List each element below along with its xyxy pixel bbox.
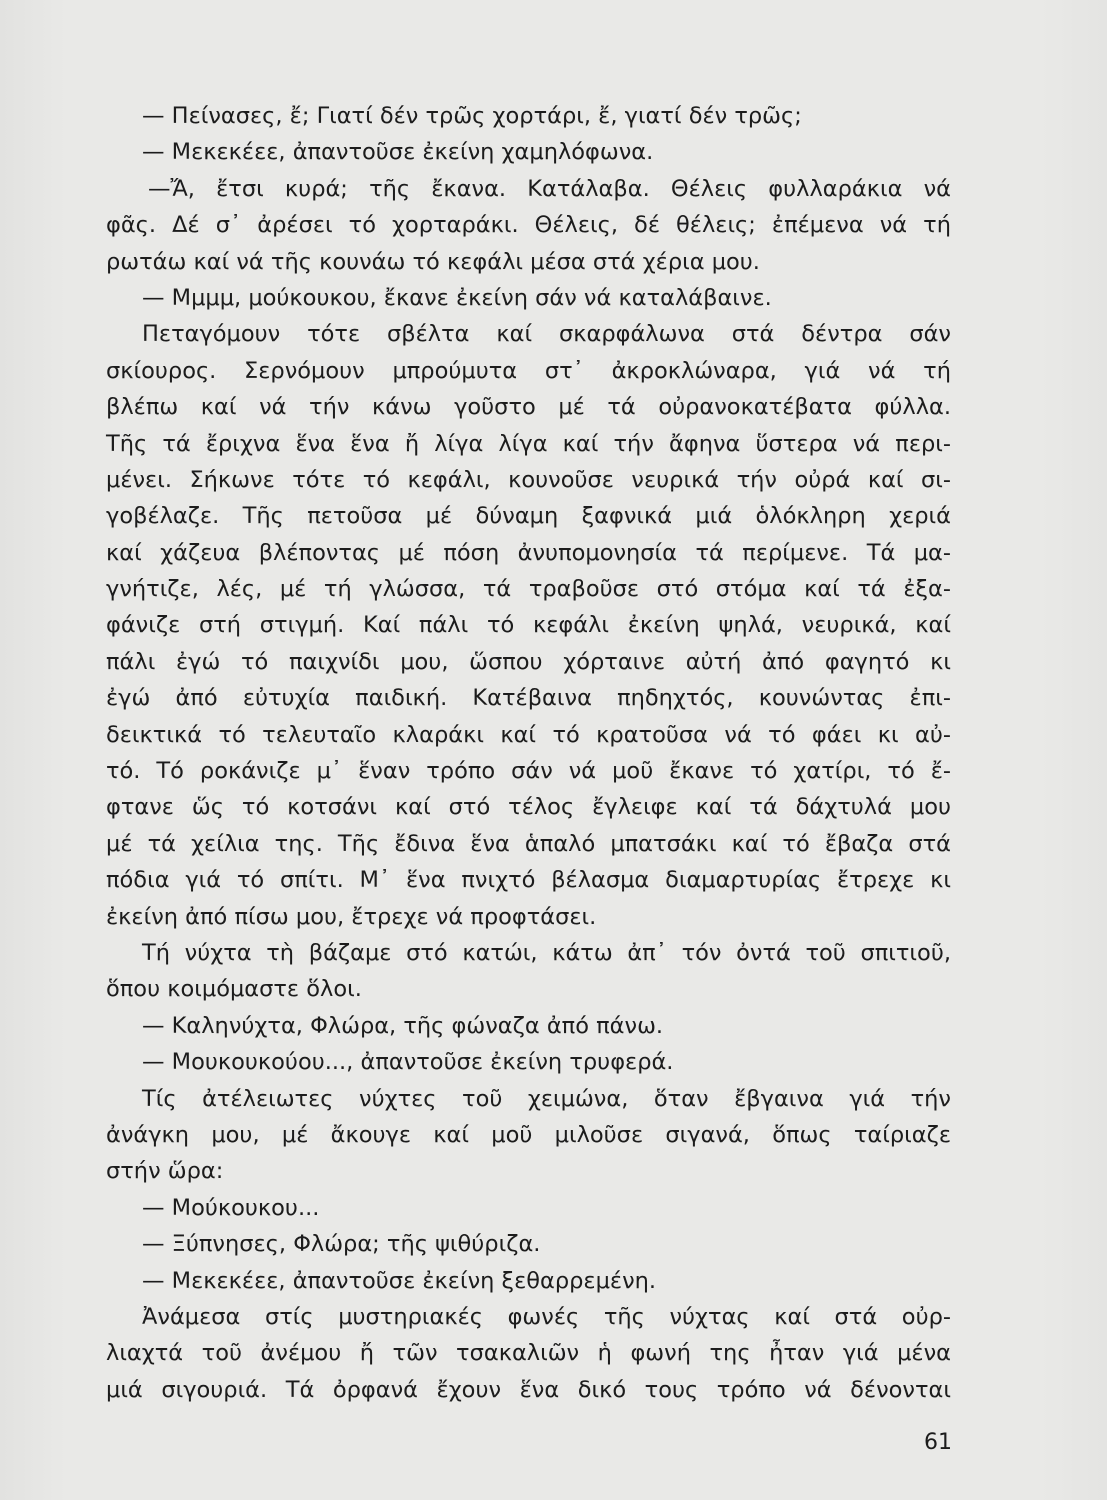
text-line: πάλι ἐγώ τό παιχνίδι μου, ὥσπου χόρταινε αὐτή ἀπό φαγητό κι <box>106 648 951 675</box>
text-line: φτανε ὥς τό κοτσάνι καί στό τέλος ἔγλειφε καί τά δάχτυλά μου <box>106 794 951 821</box>
text-line-dialogue: — Μουκουκούου..., ἀπαντοῦσε ἐκείνη τρυφερά. <box>142 1049 674 1076</box>
text-line-dialogue: — Καληνύχτα, Φλώρα, τῆς φώναζα ἀπό πάνω. <box>142 1012 664 1039</box>
text-line: βλέπω καί νά τήν κάνω γοῦστο μέ τά οὐρανοκατέβατα φύλλα. <box>106 394 951 421</box>
text-line-dialogue: — Πείνασες, ἔ; Γιατί δέν τρῶς χορτάρι, ἔ, γιατί δέν τρῶς; <box>142 103 802 129</box>
text-line-dialogue: — Μεκεκέεε, ἀπαντοῦσε ἐκείνη ξεθαρρεμένη. <box>142 1267 657 1294</box>
text-line: τό. Τό ροκάνιζε μ᾽ ἕναν τρόπο σάν νά μοῦ ἔκανε τό χατίρι, τό ἔ- <box>106 758 951 785</box>
body-text <box>106 98 951 1408</box>
text-line: φάνιζε στή στιγμή. Καί πάλι τό κεφάλι ἐκείνη ψηλά, νευρικά, καί <box>106 612 951 639</box>
text-line-paragraph-start: Πεταγόμουν τότε σβέλτα καί σκαρφάλωνα στά δέντρα σάν <box>142 321 951 348</box>
text-line-dialogue: — Ξύπνησες, Φλώρα; τῆς ψιθύριζα. <box>142 1231 541 1258</box>
text-line: ἐγώ ἀπό εὐτυχία παιδική. Κατέβαινα πηδηχτός, κουνώντας ἐπι- <box>106 685 951 712</box>
text-line: καί χάζευα βλέποντας μέ πόση ἀνυπομονησία τά περίμενε. Τά μα- <box>106 539 951 566</box>
text-line: λιαχτά τοῦ ἀνέμου ἤ τῶν τσακαλιῶν ἡ φωνή της ἦταν γιά μένα <box>106 1340 951 1367</box>
text-line-dialogue: —Ἄ, ἔτσι κυρά; τῆς ἔκανα. Κατάλαβα. Θέλεις φυλλαράκια νά <box>148 175 951 202</box>
text-line: φᾶς. Δέ σ᾽ ἀρέσει τό χορταράκι. Θέλεις, δέ θέλεις; ἐπέμενα νά τή <box>106 212 951 239</box>
text-line: γοβέλαζε. Τῆς πετοῦσα μέ δύναμη ξαφνικά μιά ὁλόκληρη χεριά <box>106 503 951 530</box>
text-line: μένει. Σήκωνε τότε τό κεφάλι, κουνοῦσε νευρικά τήν οὐρά καί σι- <box>106 466 951 493</box>
text-line: γνήτιζε, λές, μέ τή γλώσσα, τά τραβοῦσε στό στόμα καί τά ἐξα- <box>106 576 951 603</box>
text-line-paragraph-start: Τή νύχτα τὴ βάζαμε στό κατώι, κάτω ἀπ᾽ τόν ὀντά τοῦ σπιτιοῦ, <box>142 939 951 966</box>
text-line: ρωτάω καί νά τῆς κουνάω τό κεφάλι μέσα στά χέρια μου. <box>106 248 760 275</box>
text-line: μέ τά χείλια της. Τῆς ἔδινα ἕνα ἁπαλό μπατσάκι καί τό ἔβαζα στά <box>106 830 951 857</box>
text-line: στήν ὥρα: <box>106 1158 224 1185</box>
text-line: σκίουρος. Σερνόμουν μπρούμυτα στ᾽ ἀκροκλώναρα, γιά νά τή <box>106 357 951 384</box>
text-line: πόδια γιά τό σπίτι. Μ᾽ ἕνα πνιχτό βέλασμα διαμαρτυρίας ἔτρεχε κι <box>106 867 951 894</box>
text-line: ἀνάγκη μου, μέ ἄκουγε καί μοῦ μιλοῦσε σιγανά, ὅπως ταίριαζε <box>106 1121 951 1148</box>
text-line: μιά σιγουριά. Τά ὀρφανά ἔχουν ἕνα δικό τους τρόπο νά δένονται <box>106 1376 951 1403</box>
text-line-paragraph-start: Τίς ἀτέλειωτες νύχτες τοῦ χειμώνα, ὅταν ἔβγαινα γιά τήν <box>142 1085 951 1112</box>
text-line-dialogue: — Μεκεκέεε, ἀπαντοῦσε ἐκείνη χαμηλόφωνα. <box>142 139 654 166</box>
text-line: Τῆς τά ἔριχνα ἕνα ἕνα ἤ λίγα λίγα καί τήν ἄφηνα ὕστερα νά περι- <box>106 430 951 457</box>
text-line-dialogue: — Μμμμ, μούκουκου, ἔκανε ἐκείνη σάν νά καταλάβαινε. <box>142 284 772 311</box>
text-line: δεικτικά τό τελευταῖο κλαράκι καί τό κρατοῦσα νά τό φάει κι αὐ- <box>106 721 951 748</box>
text-line-dialogue: — Μούκουκου... <box>142 1194 320 1221</box>
text-line: ἐκείνη ἀπό πίσω μου, ἔτρεχε νά προφτάσει. <box>106 903 597 930</box>
text-line: ὅπου κοιμόμαστε ὅλοι. <box>106 976 362 1003</box>
text-line-paragraph-start: Ἀνάμεσα στίς μυστηριακές φωνές τῆς νύχτας καί στά οὐρ- <box>142 1303 951 1330</box>
page-number: 61 <box>924 1430 952 1455</box>
